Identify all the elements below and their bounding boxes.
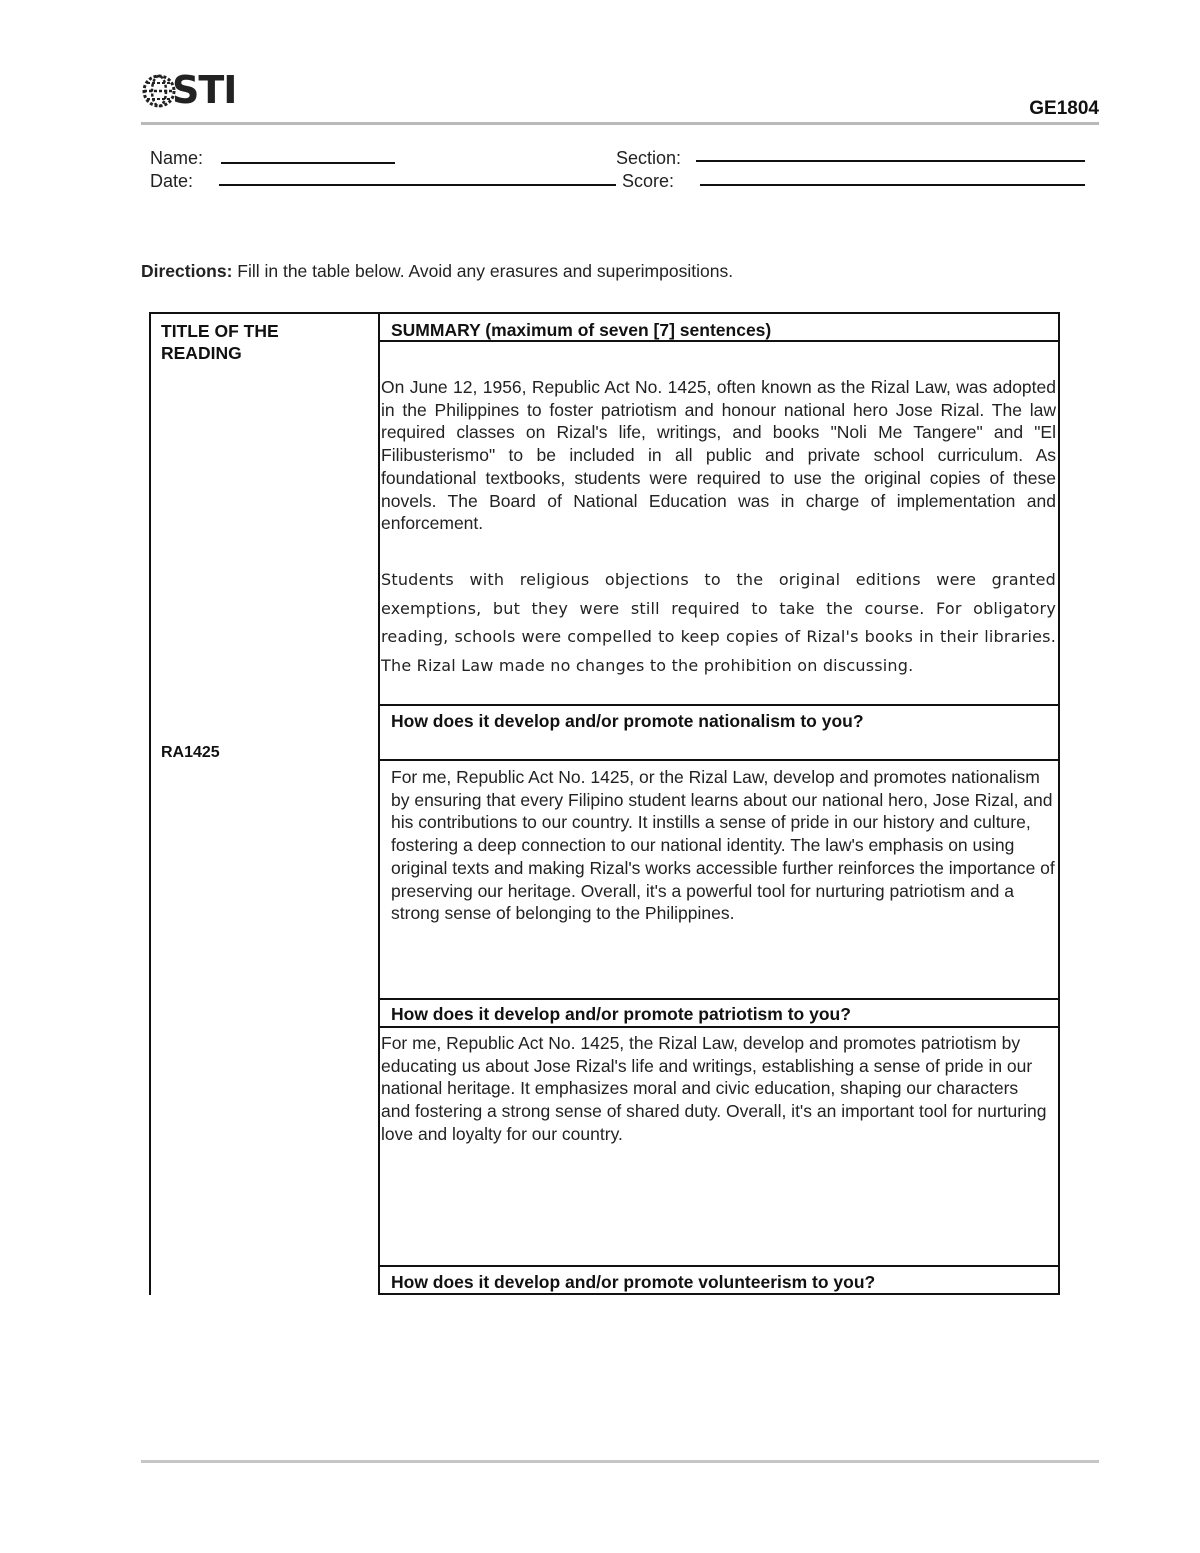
date-label: Date: (150, 171, 194, 191)
table-border-top-left (149, 312, 379, 314)
divider-patriotism-answer (378, 1026, 1060, 1028)
course-code: GE1804 (1029, 98, 1099, 119)
reading-title: RA1425 (161, 744, 220, 761)
date-field[interactable] (219, 184, 616, 186)
directions-text: Fill in the table below. Avoid any erasures and superimpositions. (232, 261, 734, 281)
divider-patriotism-question (378, 998, 1060, 1000)
patriotism-question: How does it develop and/or promote patriotism to you? (391, 1004, 851, 1024)
directions (141, 261, 733, 282)
name-label: Name: (150, 148, 204, 168)
score-label: Score: (622, 171, 675, 191)
nationalism-question: How does it develop and/or promote nationalism to you? (391, 711, 864, 731)
sti-logo (142, 68, 237, 112)
volunteerism-question: How does it develop and/or promote volunteerism to you? (391, 1272, 876, 1292)
logo-text: STI (172, 68, 237, 112)
globe-icon (142, 74, 176, 108)
patriotism-answer: For me, Republic Act No. 1425, the Rizal Law, develop and promotes patriotism by educating us about Jose Rizal's life and writings, establishing a sense of pride in our national heritage. It emphasizes moral and civic education, shaping our characters and fostering a strong sense of shared duty. Overall, it's an important tool for nurturing love and loyalty for our country. (381, 1033, 1047, 1144)
divider-nationalism-question (378, 704, 1060, 706)
section-label: Section: (616, 148, 682, 168)
summary-paragraph-1: On June 12, 1956, Republic Act No. 1425, often known as the Rizal Law, was adopted in the Philippines to foster patriotism and honour national hero Jose Rizal. The law required classes on Rizal's life, writings, and books "Noli Me Tangere" and "El Filibusterismo" to be included in all public and private school curriculum. As foundational textbooks, students were required to use the original copies of these novels. The Board of National Education was in charge of implementation and enforcement. (381, 377, 1056, 534)
nationalism-answer: For me, Republic Act No. 1425, or the Rizal Law, develop and promotes nationalism by ensuring that every Filipino student learns about our national hero, Jose Rizal, and his contributions to our country. It instills a sense of pride in our history and culture, fostering a deep connection to our national identity. The law's emphasis on using original texts and making Rizal's works accessible further reinforces the importance of preserving our heritage. Overall, it's a powerful tool for nurturing patriotism and a strong sense of belonging to the Philippines. (391, 767, 1055, 924)
directions-label: Directions: (141, 261, 233, 281)
name-field[interactable] (221, 162, 395, 164)
summary-header: SUMMARY (maximum of seven [7] sentences) (391, 320, 772, 340)
divider-nationalism-answer (378, 759, 1060, 761)
summary-paragraph-2: Students with religious objections to the original editions were granted exemptions, but they were still required to take the course. For obligatory reading, schools were compelled to keep copies of Rizal's books in their libraries. The Rizal Law made no changes to the prohibition on discussing. (381, 570, 1056, 675)
footer-rule (141, 1460, 1099, 1463)
header-rule (141, 122, 1099, 125)
section-field[interactable] (696, 160, 1085, 162)
title-column-header: TITLE OF THE READING (161, 321, 279, 363)
table-border-left (149, 312, 151, 1295)
divider-volunteerism-question (378, 1265, 1060, 1267)
score-field[interactable] (700, 184, 1085, 186)
